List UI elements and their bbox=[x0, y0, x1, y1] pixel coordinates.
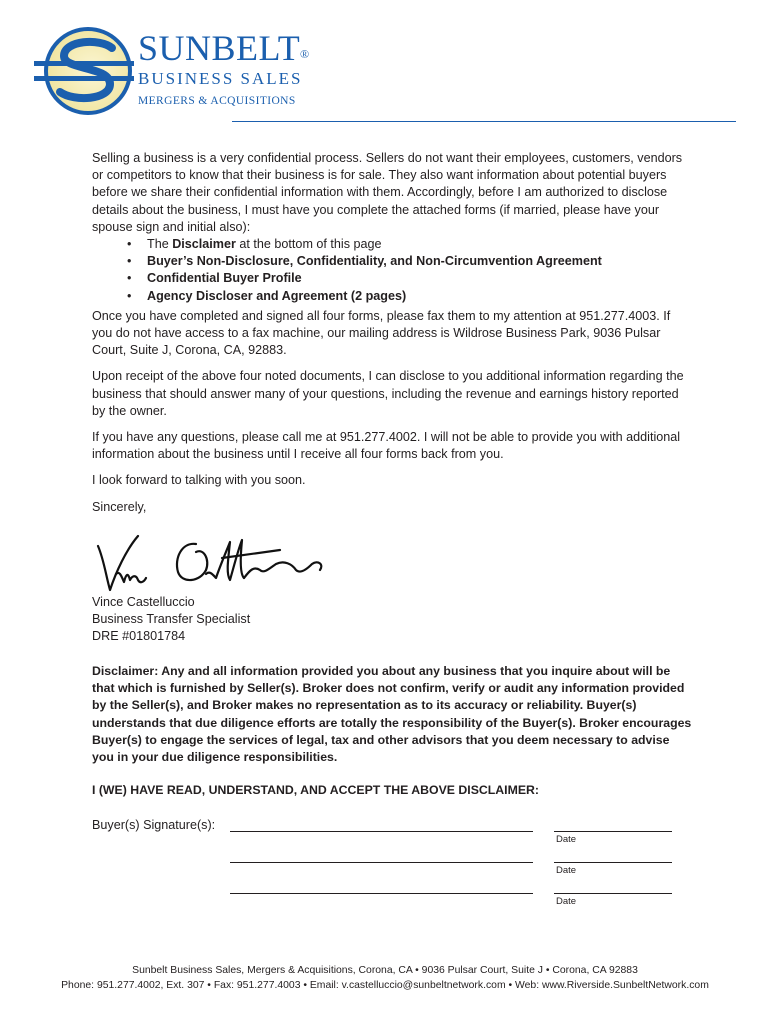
form-name: Confidential Buyer Profile bbox=[147, 271, 302, 286]
date-label: Date bbox=[556, 865, 577, 876]
list-item bbox=[127, 288, 684, 305]
date-line[interactable] bbox=[554, 862, 672, 863]
bullet-icon: • bbox=[127, 271, 132, 286]
sign-off: Sincerely, bbox=[92, 499, 147, 514]
buyer-signature-line[interactable] bbox=[230, 831, 533, 832]
list-item: • The Disclaimer at the bottom of this page bbox=[127, 236, 684, 253]
closing-paragraph: I look forward to talking with you soon. bbox=[92, 473, 306, 488]
buyer-signature-line[interactable] bbox=[230, 893, 533, 894]
signer-license: DRE #01801784 bbox=[92, 629, 186, 643]
questions-paragraph: If you have any questions, please call me at 951.277.4002. I will not be able to provide you with additional information about the business until I receive all four forms back from you. bbox=[92, 430, 681, 462]
header-divider bbox=[232, 121, 736, 122]
date-label: Date bbox=[556, 834, 577, 845]
date-line[interactable] bbox=[554, 893, 672, 894]
sunbelt-s-logo-icon bbox=[30, 26, 140, 116]
required-forms-list bbox=[127, 236, 684, 305]
form-name: Disclaimer bbox=[172, 237, 236, 252]
registered-mark: ® bbox=[300, 47, 310, 61]
brand-name: SUNBELT bbox=[138, 28, 301, 68]
form-name: Buyer’s Non-Disclosure, Confidentiality, and Non-Circumvention Agreement bbox=[147, 254, 602, 269]
receipt-paragraph: Upon receipt of the above four noted documents, I can disclose to you additional information regarding the business that should answer many of your questions, including the revenue and earnings history reported by the owner. bbox=[92, 369, 684, 418]
handwritten-signature bbox=[92, 530, 352, 600]
brand-subtagline: MERGERS & ACQUISITIONS bbox=[138, 95, 296, 107]
bullet-icon: • bbox=[127, 237, 132, 252]
signer-block bbox=[92, 594, 250, 645]
signer-name: Vince Castelluccio bbox=[92, 595, 195, 609]
bullet-icon: • bbox=[127, 254, 132, 269]
disclaimer-text: Disclaimer: Any and all information provided you about any business that you inquire about will be that which is furnished by Seller(s). Broker does not confirm, verify or audit any information provided by the Seller(s), and Broker makes no representation as to its accuracy or reliability. Buyer(s) understands that due diligence efforts are totally the responsibility of the Buyer(s). Broker encourages Buyer(s) to engage the services of legal, tax and other advisors that you deem necessary to advise you in your due diligence responsibilities. bbox=[92, 664, 692, 765]
brand-wordmark bbox=[138, 28, 310, 107]
bullet-icon: • bbox=[127, 288, 132, 303]
brand-tagline: BUSINESS SALES bbox=[138, 69, 303, 88]
list-item bbox=[127, 253, 684, 270]
date-line[interactable] bbox=[554, 831, 672, 832]
list-item bbox=[127, 270, 684, 287]
acceptance-statement: I (WE) HAVE READ, UNDERSTAND, AND ACCEPT THE ABOVE DISCLAIMER: bbox=[92, 783, 540, 797]
buyer-signature-label: Buyer(s) Signature(s): bbox=[92, 818, 216, 832]
fax-paragraph: Once you have completed and signed all four forms, please fax them to my attention at 951.277.4003. If you do not have access to a fax machine, our mailing address is Wildrose Business Park, 9036 Pulsar Court, Suite J, Corona, CA, 92883. bbox=[92, 308, 671, 358]
signer-title: Business Transfer Specialist bbox=[92, 612, 251, 626]
footer-address: Sunbelt Business Sales, Mergers & Acquisitions, Corona, CA • 9036 Pulsar Court, Suite J • Corona, CA 92883 bbox=[132, 965, 638, 976]
buyer-signature-line[interactable] bbox=[230, 862, 533, 863]
letter-body bbox=[92, 150, 684, 525]
intro-paragraph: Selling a business is a very confidential process. Sellers do not want their employees, customers, vendors or competitors to know that their business is for sale. They also want information about potential buyers before we share their confidential information with them. Accordingly, before I am authorized to disclose details about the business, I must have you complete the attached forms (if married, please have your spouse sign and initial also): bbox=[92, 151, 683, 234]
company-logo bbox=[30, 26, 320, 116]
date-label: Date bbox=[556, 896, 577, 907]
form-name: Agency Discloser and Agreement (2 pages) bbox=[147, 288, 407, 303]
footer-contact: Phone: 951.277.4002, Ext. 307 • Fax: 951.277.4003 • Email: v.castelluccio@sunbeltnetwork.com • Web: www.Riverside.SunbeltNetwork.com bbox=[61, 980, 709, 991]
